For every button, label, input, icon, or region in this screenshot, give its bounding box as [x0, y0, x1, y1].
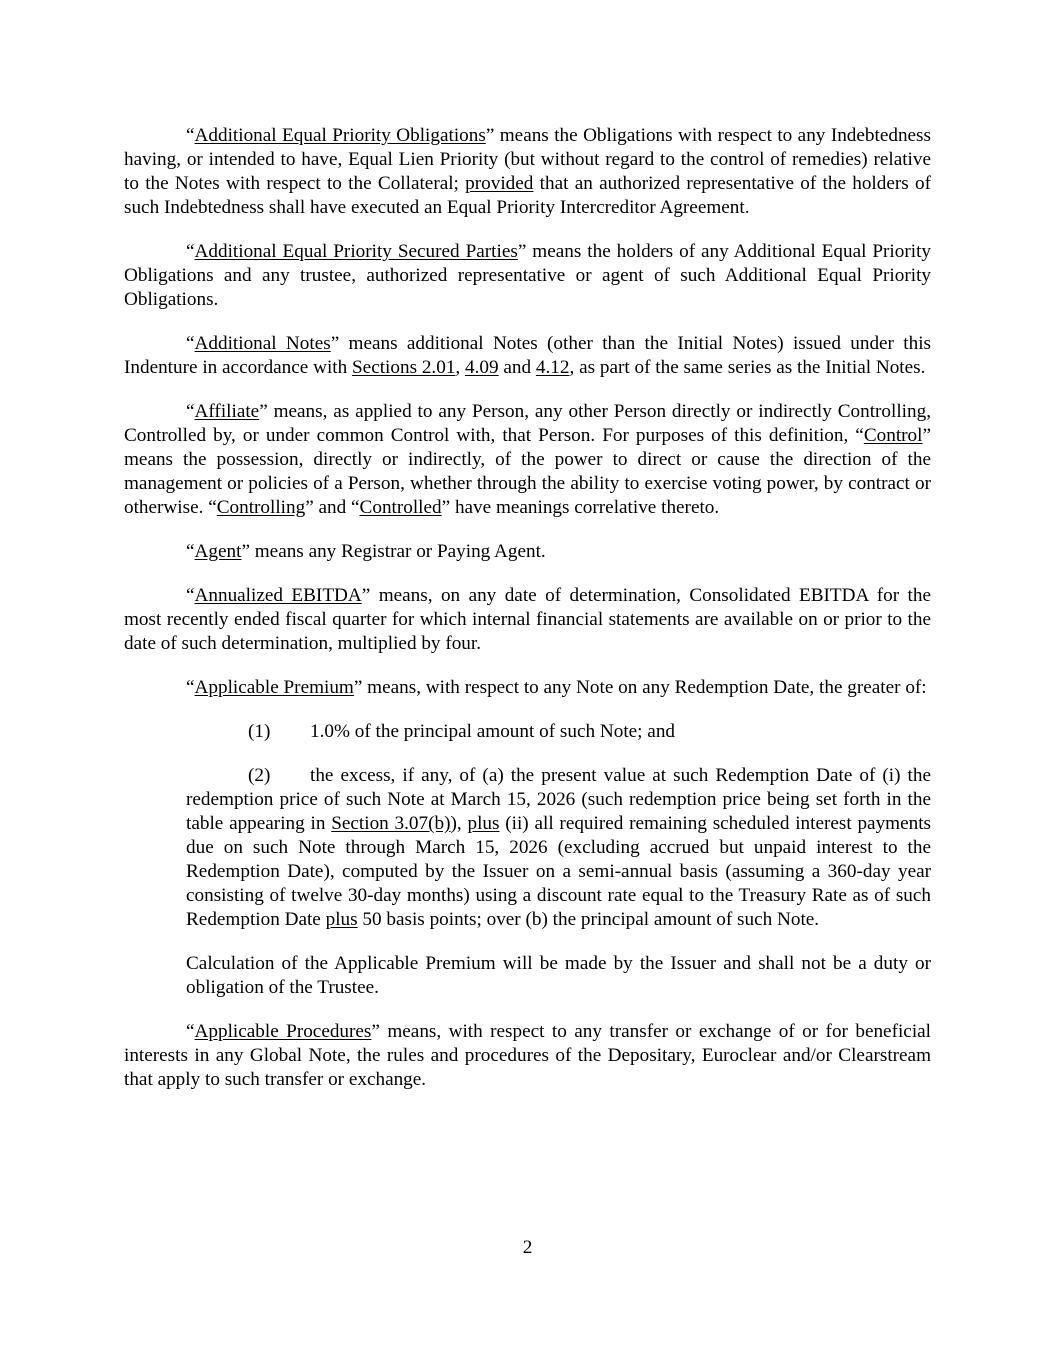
section-reference: Section 3.07(b)	[331, 813, 451, 834]
defined-term: Controlled	[359, 497, 442, 518]
definition-applicable-premium: “Applicable Premium” means, with respect to any Note on any Redemption Date, the greater of:	[186, 677, 927, 698]
clause-number: (1)	[248, 721, 271, 742]
definition-additional-equal-priority-secured-parties: “Additional Equal Priority Secured Parties” means the holders of any Additional Equal Priority Obligations and any trustee, authorized representative or agent of such Additional Equal Priority Obligations.	[124, 241, 931, 310]
emphasis-plus: plus	[467, 813, 500, 834]
defined-term: Applicable Procedures	[194, 1021, 372, 1042]
defined-term: Additional Equal Priority Obligations	[194, 125, 486, 146]
defined-term: Annualized EBITDA	[194, 585, 362, 606]
definition-agent: “Agent” means any Registrar or Paying Agent.	[186, 541, 546, 562]
premium-clause-1: (1) 1.0% of the principal amount of such Note; and	[248, 721, 676, 742]
defined-term: Affiliate	[194, 401, 260, 422]
defined-term: Controlling	[216, 497, 306, 518]
clause-number: (2)	[248, 765, 271, 786]
section-reference: 4.12	[535, 357, 570, 378]
emphasis-provided: provided	[465, 173, 534, 194]
definition-applicable-procedures: “Applicable Procedures” means, with respect to any transfer or exchange of or for beneficial interests in any Global Note, the rules and procedures of the Depositary, Euroclear and/or Clearstream that apply to such transfer or exchange.	[124, 1021, 931, 1090]
definition-affiliate: “Affiliate” means, as applied to any Person, any other Person directly or indirectly Controlling, Controlled by, or under common Control with, that Person. For purposes of this definition, “Control” means the possession, directly or indirectly, of the power to direct or cause the direction of the management or policies of a Person, whether through the ability to exercise voting power, by contract or otherwise. “Controlling” and “Controlled” have meanings correlative thereto.	[124, 401, 931, 518]
defined-term: Additional Equal Priority Secured Parties	[194, 241, 518, 262]
definition-additional-equal-priority-obligations: “Additional Equal Priority Obligations” means the Obligations with respect to any Indebtedness having, or intended to have, Equal Lien Priority (but without regard to the control of remedies) relative to the Notes with respect to the Collateral; provided that an authorized representative of the holders of such Indebtedness shall have executed an Equal Priority Intercreditor Agreement.	[124, 125, 931, 218]
defined-term: Additional Notes	[194, 333, 331, 354]
section-reference: Sections 2.01	[352, 357, 456, 378]
defined-term: Applicable Premium	[194, 677, 354, 698]
definition-annualized-ebitda: “Annualized EBITDA” means, on any date of determination, Consolidated EBITDA for the most recently ended fiscal quarter for which internal financial statements are available on or prior to the date of such determination, multiplied by four.	[124, 585, 931, 654]
section-reference: 4.09	[465, 357, 499, 378]
premium-calculation-note: Calculation of the Applicable Premium will be made by the Issuer and shall not be a duty or obligation of the Trustee.	[186, 953, 931, 998]
defined-term: Agent	[194, 541, 242, 562]
document-page	[124, 124, 931, 1112]
premium-clause-2: (2) the excess, if any, of (a) the present value at such Redemption Date of (i) the redemption price of such Note at March 15, 2026 (such redemption price being set forth in the table appearing in Section 3.07(b)), plus (ii) all required remaining scheduled interest payments due on such Note through March 15, 2026 (excluding accrued but unpaid interest to the Redemption Date), computed by the Issuer on a semi-annual basis (assuming a 360-day year consisting of twelve 30-day months) using a discount rate equal to the Treasury Rate as of such Redemption Date plus 50 basis points; over (b) the principal amount of such Note.	[186, 765, 931, 930]
emphasis-plus: plus	[325, 909, 358, 930]
page-number: 2	[522, 1237, 533, 1258]
definition-additional-notes: “Additional Notes” means additional Notes (other than the Initial Notes) issued under this Indenture in accordance with Sections 2.01, 4.09 and 4.12, as part of the same series as the Initial Notes.	[124, 333, 931, 378]
defined-term: Control	[863, 425, 923, 446]
